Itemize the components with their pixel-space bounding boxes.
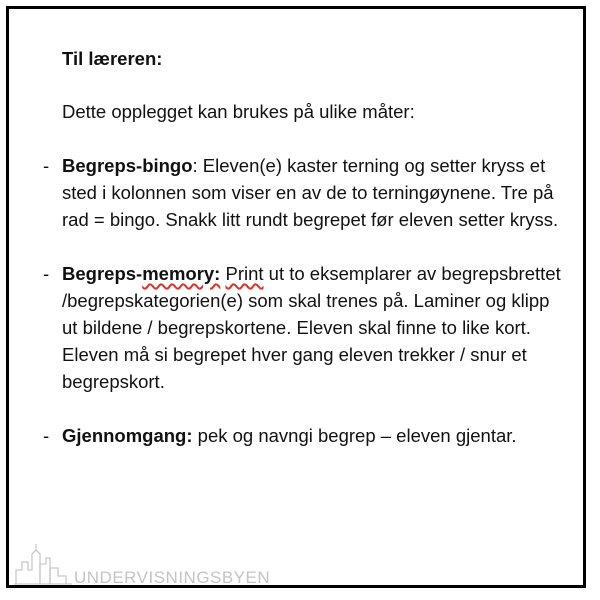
description-bingo: : Eleven(e) kaster terning og setter kryss et sted i kolonnen som viser en av de to terningøynene. Tre på rad = bingo. Snakk litt rundt begrepet før eleven setter kryss.: [62, 155, 559, 230]
heading: Til læreren:: [62, 48, 163, 69]
term-review: Gjennomgang:: [62, 425, 193, 446]
description-review: pek og navngi begrep – eleven gjentar.: [192, 425, 517, 446]
intro-text: Dette opplegget kan brukes på ulike måter:: [62, 101, 415, 122]
list-bullet: -: [43, 425, 50, 446]
city-skyline-icon: [14, 540, 74, 588]
term-bingo: Begreps-bingo: [62, 155, 193, 176]
list-item-memory: [43, 260, 562, 395]
term-memory-part1: Begreps-: [62, 263, 143, 284]
document-content: [43, 40, 562, 449]
list-bullet: -: [43, 155, 50, 176]
list-bullet: -: [43, 263, 50, 284]
list-item-review: [43, 422, 562, 449]
spellcheck-word-print: Print: [225, 263, 264, 284]
watermark-text: UNDERVISNINGSBYEN: [74, 568, 271, 587]
list-item-bingo: [43, 152, 562, 233]
usage-list: [43, 152, 562, 449]
watermark: [14, 540, 314, 590]
description-memory: ut to eksemplarer av begrepsbrettet /begrepskategorien(e) som skal trenes på. Laminer og klipp ut bildene / begrepskortene. Eleven skal finne to like kort. Eleven må si begrepet hver gang eleven trekker / snur et begrepskort.: [62, 263, 561, 392]
term-memory-part2: memory:: [142, 263, 221, 284]
